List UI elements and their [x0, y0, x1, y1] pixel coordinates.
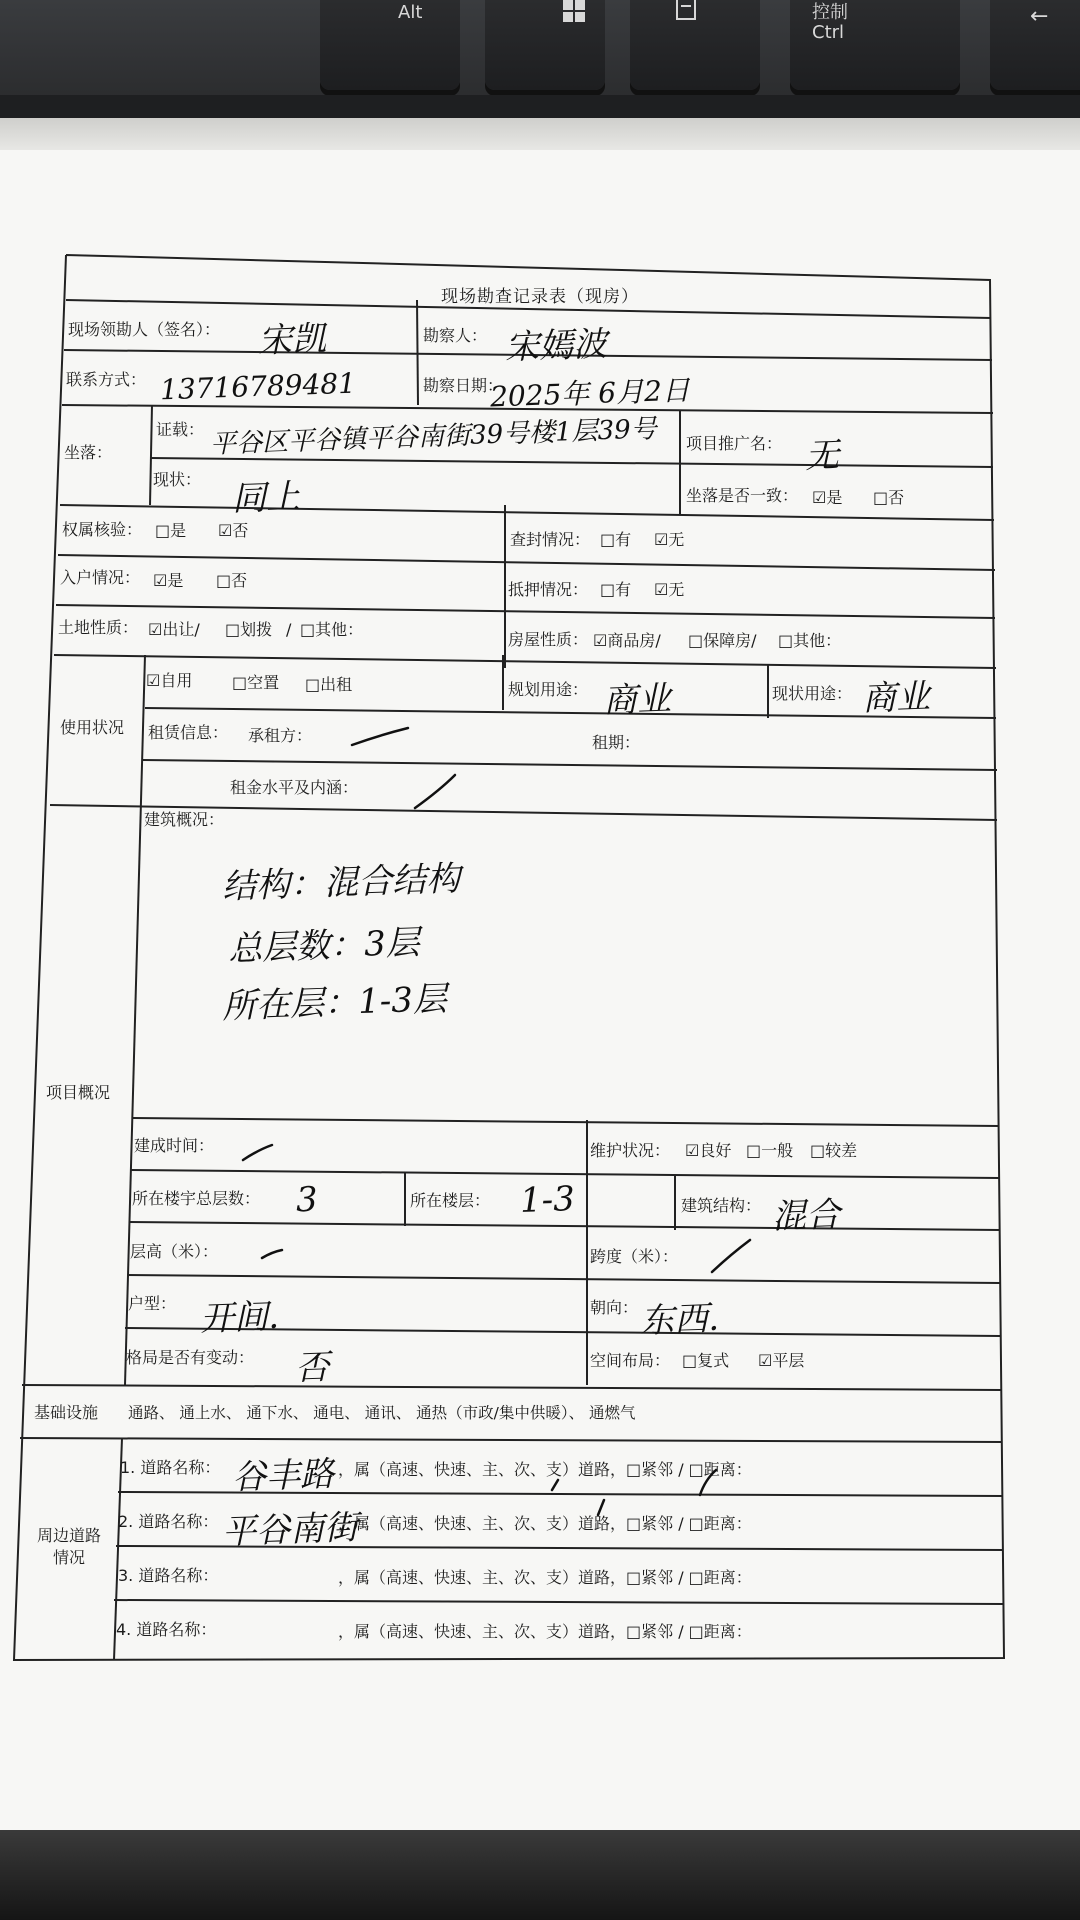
cert-value[interactable]: 平谷区平谷镇平谷南街39号楼1层39号 — [209, 414, 658, 460]
layout-change-label: 格局是否有变动： — [126, 1348, 255, 1367]
height-label: 层高（米）： — [130, 1242, 219, 1261]
mortgage-none-text: 无 — [668, 580, 685, 599]
house-option-other[interactable]: □其他： — [778, 631, 842, 650]
entry-no-text: 否 — [231, 571, 248, 590]
road-2-prefix: 2. 道路名称： — [118, 1512, 219, 1531]
house-label: 房屋性质： — [508, 630, 589, 649]
usage-self-text: 自用 — [160, 671, 193, 690]
space-layout-flat-text: 平层 — [772, 1351, 805, 1370]
mortgage-have-text: 有 — [615, 580, 632, 599]
house-option-other-text: 其他： — [793, 631, 842, 650]
total-floors-label: 所在楼宇总层数： — [132, 1189, 261, 1208]
cert-label: 证载： — [156, 420, 205, 439]
surveyor-label: 勘察人： — [423, 326, 488, 345]
usage-vacant-text: 空置 — [247, 673, 280, 692]
road-4-prefix: 4. 道路名称： — [116, 1620, 217, 1639]
overview-line-2[interactable]: 总层数：3层 — [227, 922, 421, 970]
total-floors-value[interactable]: 3 — [295, 1179, 319, 1221]
maintenance-label: 维护状况： — [590, 1141, 671, 1160]
rent-label: 租金水平及内涵： — [230, 778, 359, 797]
contact-value[interactable]: 13716789481 — [159, 366, 357, 407]
location-match-no-text: 否 — [888, 488, 905, 507]
form-title: 现场勘查记录表（现房） — [441, 287, 639, 307]
land-option-allocate-text: 划拨 — [240, 620, 273, 639]
location-match-no[interactable]: □否 — [873, 488, 905, 507]
land-option-transfer[interactable]: ☑出让/ — [148, 620, 200, 639]
maintenance-average[interactable]: □一般 — [746, 1141, 794, 1160]
orientation-value[interactable]: 东西. — [639, 1298, 720, 1342]
unit-type-value[interactable]: 开间. — [199, 1296, 280, 1340]
location-match-yes[interactable]: ☑是 — [812, 488, 843, 507]
usage-rented-text: 出租 — [320, 675, 353, 694]
lessee-label: 承租方： — [248, 726, 313, 745]
maintenance-average-text: 一般 — [761, 1141, 794, 1160]
orientation-label: 朝向： — [590, 1298, 639, 1317]
ownership-no[interactable]: ☑否 — [218, 521, 249, 540]
ctrl-key-cn-label: 控制 — [812, 2, 848, 23]
structure-value[interactable]: 混合 — [771, 1194, 841, 1238]
roads-section-label: 周边道路情况 — [36, 1526, 101, 1567]
maintenance-good-text: 良好 — [699, 1141, 732, 1160]
house-option-affordable[interactable]: □保障房/ — [688, 631, 757, 650]
road-1-suffix: ，属（高速、快速、主、次、支）道路，□紧邻 / □距离： — [338, 1460, 752, 1479]
road-2-suffix: ，属（高速、快速、主、次、支）道路，□紧邻 / □距离： — [338, 1514, 752, 1533]
entry-yes[interactable]: ☑是 — [153, 571, 184, 590]
road-2-name[interactable]: 平谷南街 — [221, 1507, 359, 1553]
road-1-prefix: 1. 道路名称： — [120, 1458, 221, 1477]
field-leader-signature[interactable]: 宋凯 — [257, 318, 327, 362]
status-value[interactable]: 同上 — [231, 476, 301, 520]
overview-line-1[interactable]: 结构：混合结构 — [221, 858, 461, 908]
planned-use-label: 规划用途： — [508, 680, 589, 699]
location-match-yes-text: 是 — [826, 488, 843, 507]
land-option-sep: / — [286, 620, 292, 639]
space-layout-duplex-text: 复式 — [697, 1351, 730, 1370]
land-option-other-text: 其他： — [315, 620, 364, 639]
ownership-yes-text: 是 — [170, 521, 187, 540]
built-time-label: 建成时间： — [134, 1136, 215, 1155]
floor-value[interactable]: 1-3 — [519, 1179, 576, 1221]
building-overview-label: 建筑概况： — [144, 810, 225, 829]
mortgage-none[interactable]: ☑无 — [654, 580, 685, 599]
current-use-value[interactable]: 商业 — [861, 676, 931, 720]
seal-label: 查封情况： — [510, 530, 591, 549]
usage-vacant[interactable]: □空置 — [232, 673, 280, 692]
house-option-commercial[interactable]: ☑商品房/ — [593, 631, 661, 650]
ownership-no-text: 否 — [232, 521, 249, 540]
ownership-yes[interactable]: □是 — [155, 521, 187, 540]
left-arrow-icon: ← — [1030, 4, 1049, 29]
current-use-label: 现状用途： — [772, 684, 853, 703]
mortgage-have[interactable]: □有 — [600, 580, 632, 599]
lease-term-label: 租期： — [592, 733, 641, 752]
infra-options[interactable]: 通路、 通上水、 通下水、 通电、 通讯、 通热（市政/集中供暖）、 通燃气 — [128, 1404, 636, 1422]
infra-section-label: 基础设施 — [34, 1403, 99, 1422]
project-name-label: 项目推广名： — [686, 434, 783, 453]
land-option-other[interactable]: □其他： — [300, 620, 364, 639]
location-label: 坐落： — [64, 443, 113, 462]
land-option-allocate[interactable]: □划拨 — [225, 620, 273, 639]
lease-info-label: 租赁信息： — [148, 723, 229, 742]
seal-have-text: 有 — [615, 530, 632, 549]
ownership-label: 权属核验： — [62, 520, 143, 539]
entry-no[interactable]: □否 — [216, 571, 248, 590]
house-option-commercial-text: 商品房/ — [607, 631, 661, 650]
house-option-affordable-text: 保障房/ — [703, 631, 757, 650]
space-layout-duplex[interactable]: □复式 — [682, 1351, 730, 1370]
project-name-value[interactable]: 无 — [804, 435, 840, 477]
road-3-prefix: 3. 道路名称： — [118, 1566, 219, 1585]
maintenance-poor-text: 较差 — [825, 1141, 858, 1160]
floor-label: 所在楼层： — [410, 1191, 491, 1210]
maintenance-poor[interactable]: □较差 — [810, 1141, 858, 1160]
road-4-suffix: ，属（高速、快速、主、次、支）道路，□紧邻 / □距离： — [338, 1622, 752, 1641]
field-leader-label: 现场领勘人（签名）： — [68, 320, 221, 339]
space-layout-flat[interactable]: ☑平层 — [758, 1351, 805, 1370]
ctrl-key-label: Ctrl — [812, 22, 845, 43]
land-option-transfer-text: 出让/ — [162, 620, 200, 639]
maintenance-good[interactable]: ☑良好 — [685, 1141, 732, 1160]
span-label: 跨度（米）： — [590, 1247, 679, 1266]
unit-type-label: 户型： — [128, 1294, 177, 1313]
road-1-name[interactable]: 谷丰路 — [231, 1454, 335, 1498]
usage-rented[interactable]: □出租 — [305, 675, 353, 694]
usage-section-label: 使用状况 — [60, 718, 125, 737]
survey-date-value[interactable]: 2025年 6月2日 — [489, 373, 691, 414]
usage-self[interactable]: ☑自用 — [146, 671, 193, 690]
land-label: 土地性质： — [58, 618, 139, 637]
seal-none-text: 无 — [668, 530, 685, 549]
overview-line-3[interactable]: 所在层：1-3层 — [221, 979, 448, 1027]
structure-label: 建筑结构： — [681, 1196, 762, 1215]
survey-date-label: 勘察日期： — [423, 376, 504, 395]
surveyor-signature[interactable]: 宋嫣波 — [504, 324, 608, 368]
entry-label: 入户情况： — [60, 568, 141, 587]
seal-none[interactable]: ☑无 — [654, 530, 685, 549]
entry-yes-text: 是 — [167, 571, 184, 590]
contact-label: 联系方式： — [66, 370, 147, 389]
planned-use-value[interactable]: 商业 — [602, 678, 672, 722]
road-3-suffix: ，属（高速、快速、主、次、支）道路，□紧邻 / □距离： — [338, 1568, 752, 1587]
project-section-label: 项目概况 — [46, 1083, 111, 1102]
layout-change-value[interactable]: 否 — [294, 1347, 330, 1389]
status-label: 现状： — [153, 470, 202, 489]
seal-have[interactable]: □有 — [600, 530, 632, 549]
mortgage-label: 抵押情况： — [508, 580, 589, 599]
space-layout-label: 空间布局： — [590, 1351, 671, 1370]
alt-key-label: Alt — [398, 2, 423, 23]
location-match-label: 坐落是否一致： — [686, 486, 799, 505]
